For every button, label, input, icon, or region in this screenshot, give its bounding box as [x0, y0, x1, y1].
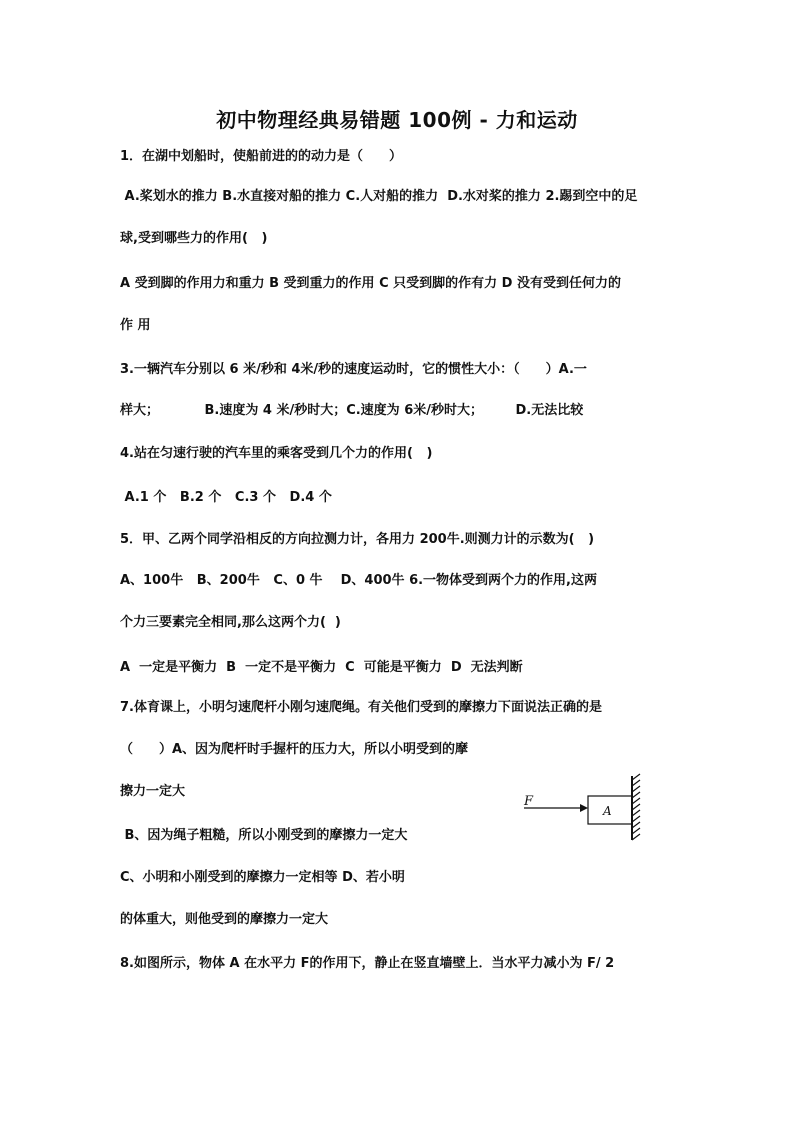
text-line: 5．甲、乙两个同学沿相反的方向拉测力计，各用力 200牛.则测力计的示数为( ) [120, 532, 595, 547]
text-line: 1．在湖中划船时，使船前进的的动力是（ ） [120, 149, 403, 164]
text-line: A 一定是平衡力 B 一定不是平衡力 C 可能是平衡力 D 无法判断 [120, 660, 523, 675]
block-label: A [603, 804, 612, 818]
text-line: C、小明和小刚受到的摩擦力一定相等 D、若小明 [120, 870, 405, 885]
text-line: 擦力一定大 [120, 784, 186, 799]
text-line: 7.体育课上，小明匀速爬杆小刚匀速爬绳。有关他们受到的摩擦力下面说法正确的是 [120, 700, 602, 715]
text-line: （ ）A、因为爬杆时手握杆的压力大，所以小明受到的摩 [120, 742, 469, 757]
wall-hatching [632, 774, 640, 840]
text-line: A.桨划水的推力 B.水直接对船的推力 C.人对船的推力 D.水对桨的推力 2.踢到空中的足 [120, 189, 638, 204]
force-label: F [524, 794, 534, 809]
text-line: B、因为绳子粗糙，所以小刚受到的摩擦力一定大 [120, 828, 408, 843]
text-line: A、100牛 B、200牛 C、0 牛 D、400牛 6.一物体受到两个力的作用,这两 [120, 573, 597, 588]
page-title: 初中物理经典易错题 100例 - 力和运动 [216, 108, 578, 132]
text-line: 样大； B.速度为 4 米/秒时大；C.速度为 6米/秒时大； D.无法比较 [120, 403, 584, 418]
text-line: 的体重大，则他受到的摩擦力一定大 [120, 912, 329, 927]
force-arrowhead-icon [580, 804, 588, 812]
text-line: 球,受到哪些力的作用( ) [120, 231, 268, 246]
force-diagram [520, 772, 650, 844]
text-line: 3.一辆汽车分别以 6 米/秒和 4米/秒的速度运动时，它的惯性大小：（ ）A.一 [120, 362, 587, 377]
text-line: 个力三要素完全相同,那么这两个力( ) [120, 615, 341, 630]
text-line: A.1 个 B.2 个 C.3 个 D.4 个 [120, 490, 332, 505]
text-line: 作 用 [120, 318, 151, 333]
text-line: A 受到脚的作用力和重力 B 受到重力的作用 C 只受到脚的作有力 D 没有受到任何力的 [120, 276, 621, 291]
text-line: 4.站在匀速行驶的汽车里的乘客受到几个力的作用( ) [120, 446, 433, 461]
text-line: 8.如图所示，物体 A 在水平力 F的作用下，静止在竖直墙壁上．当水平力减小为 F/ 2 [120, 956, 615, 971]
